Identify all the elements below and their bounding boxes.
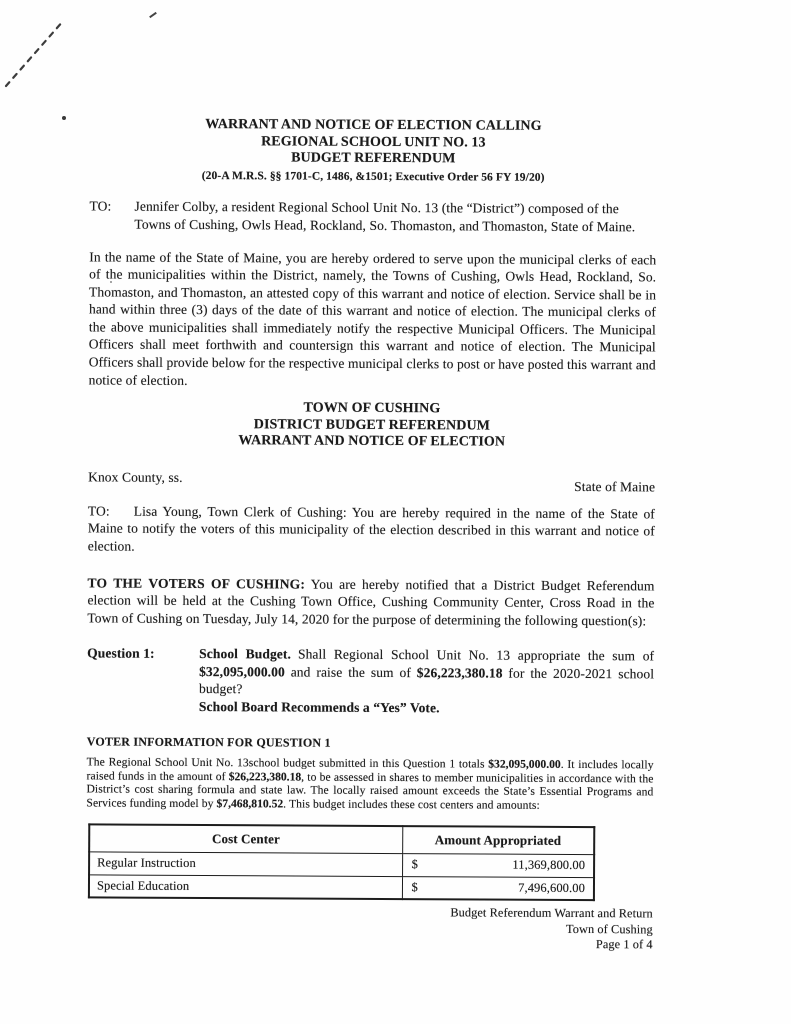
document-title-line2: REGIONAL SCHOOL UNIT NO. 13 <box>261 133 486 150</box>
amount-column-header: Amount Appropriated <box>402 826 594 854</box>
town-heading-block <box>88 400 655 452</box>
service-instructions-paragraph: In the name of the State of Maine, you are hereby ordered to serve upon the municipal clerks of each of the municipalities within the District, namely, the Towns of Cushing, Owls Head, Rockland, So. Thomaston, and Thomaston, an attested copy of this warrant and notice of election. Service shall be in hand within three (3) days of the date of this warrant and notice of election. The municipal clerks of the above municipalities shall immediately notify the respective Municipal Officers. The Municipal Officers shall meet forthwith and countersign this warrant and notice of election. The Municipal Officers shall provide below for the respective municipal clerks to post or have posted this warrant and notice of election. <box>88 248 657 388</box>
addressee-block <box>89 197 656 236</box>
question-1-seg2: and raise the sum of <box>284 664 417 680</box>
voter-information-heading: VOTER INFORMATION FOR QUESTION 1 <box>86 734 331 750</box>
board-recommendation: School Board Recommends a “Yes” Vote. <box>198 698 440 715</box>
voter-info-seg2: . It includes locally raised funds in the amount of <box>86 757 654 783</box>
to-label: TO: <box>89 197 112 214</box>
footer-document-name: Budget Referendum Warrant and Return <box>450 905 653 921</box>
question-1-seg3: for the 2020-2021 school budget? <box>198 665 655 697</box>
clerk-notice-text: Lisa Young, Town Clerk of Cushing: You are hereby required in the name of the State of Maine to notify the voters of this municipality of the election described in this warrant and notice of election. <box>87 503 655 554</box>
cost-center-table <box>88 824 595 902</box>
to-label: TO: <box>87 503 110 519</box>
question-1-text <box>199 645 654 700</box>
table-row <box>89 875 594 901</box>
amount-cell <box>402 876 594 900</box>
footer-town-name: Town of Cushing <box>565 921 653 936</box>
currency-sign: $ <box>411 880 418 895</box>
document-title-line3: BUDGET REFERENDUM <box>291 150 456 167</box>
budget-total-amount: $32,095,000.00 <box>488 757 561 771</box>
voter-info-seg3: , to be assessed in shares to member municipalities in accordance with the District’s cost sharing formula and state law. The locally raised amount exceeds the State’s Essential Programs and Services funding model by <box>86 770 654 810</box>
cost-center-cell: Special Education <box>89 875 402 900</box>
state-label: State of Maine <box>574 478 656 495</box>
addressee-text: Jennifer Colby, a resident Regional School Unit No. 13 (the “District”) composed of the Towns of Cushing, Owls Head, Rockland, So. Thomaston, and Thomaston, State of Maine. <box>134 198 636 234</box>
cost-center-column-header: Cost Center <box>89 825 402 854</box>
voter-info-seg4: . This budget includes these cost centers and amounts: <box>283 797 540 812</box>
amount-value: 7,496,600.00 <box>518 880 586 896</box>
voters-notice-text: You are hereby notified that a District Budget Referendum election will be held at the Cushing Town Office, Cushing Community Center, Cross Road in the Town of Cushing on Tuesday, July 14, 2020 for the purpose of determining the following question(s): <box>87 576 655 629</box>
venue-row <box>88 469 656 495</box>
amount-value: 11,369,800.00 <box>512 857 586 873</box>
raise-amount: $26,223,380.18 <box>416 664 503 681</box>
voters-notice-lead: TO THE VOTERS OF CUSHING: <box>87 574 306 592</box>
town-heading-line2: DISTRICT BUDGET REFERENDUM <box>253 417 491 434</box>
town-heading-line3: WARRANT AND NOTICE OF ELECTION <box>238 433 506 450</box>
voter-information-paragraph <box>86 755 653 812</box>
currency-sign: $ <box>411 857 418 872</box>
question-1-seg1: Shall Regional School Unit No. 13 appropriate the sum of <box>297 646 655 664</box>
eps-excess-amount: $7,468,810.52 <box>216 796 284 811</box>
table-header-row <box>89 825 594 855</box>
appropriation-amount: $32,095,000.00 <box>199 663 285 680</box>
question-1-label: Question 1: <box>87 645 155 662</box>
clerk-notice-paragraph <box>88 502 655 558</box>
voters-notice-paragraph <box>87 574 654 630</box>
document-title-line1: WARRANT AND NOTICE OF ELECTION CALLING <box>205 117 542 134</box>
question-1-block <box>87 645 654 718</box>
question-1-title: School Budget. <box>199 646 292 662</box>
statute-citation: (20-A M.R.S. §§ 1701-C, 1486, &1501; Executive Order 56 FY 19/20) <box>201 169 545 184</box>
county-label: Knox County, ss. <box>88 469 183 485</box>
amount-cell <box>402 853 594 877</box>
cost-center-cell: Regular Instruction <box>89 852 402 877</box>
footer-page-number: Page 1 of 4 <box>595 936 653 952</box>
town-heading-line1: TOWN OF CUSHING <box>303 400 441 417</box>
question-1-body <box>199 645 654 717</box>
document-title-block <box>90 116 657 184</box>
locally-raised-amount: $26,223,380.18 <box>228 769 302 784</box>
voter-info-seg1: The Regional School Unit No. 13school budget submitted in this Question 1 totals <box>86 755 489 771</box>
page-footer <box>86 904 653 953</box>
table-row <box>89 852 594 878</box>
